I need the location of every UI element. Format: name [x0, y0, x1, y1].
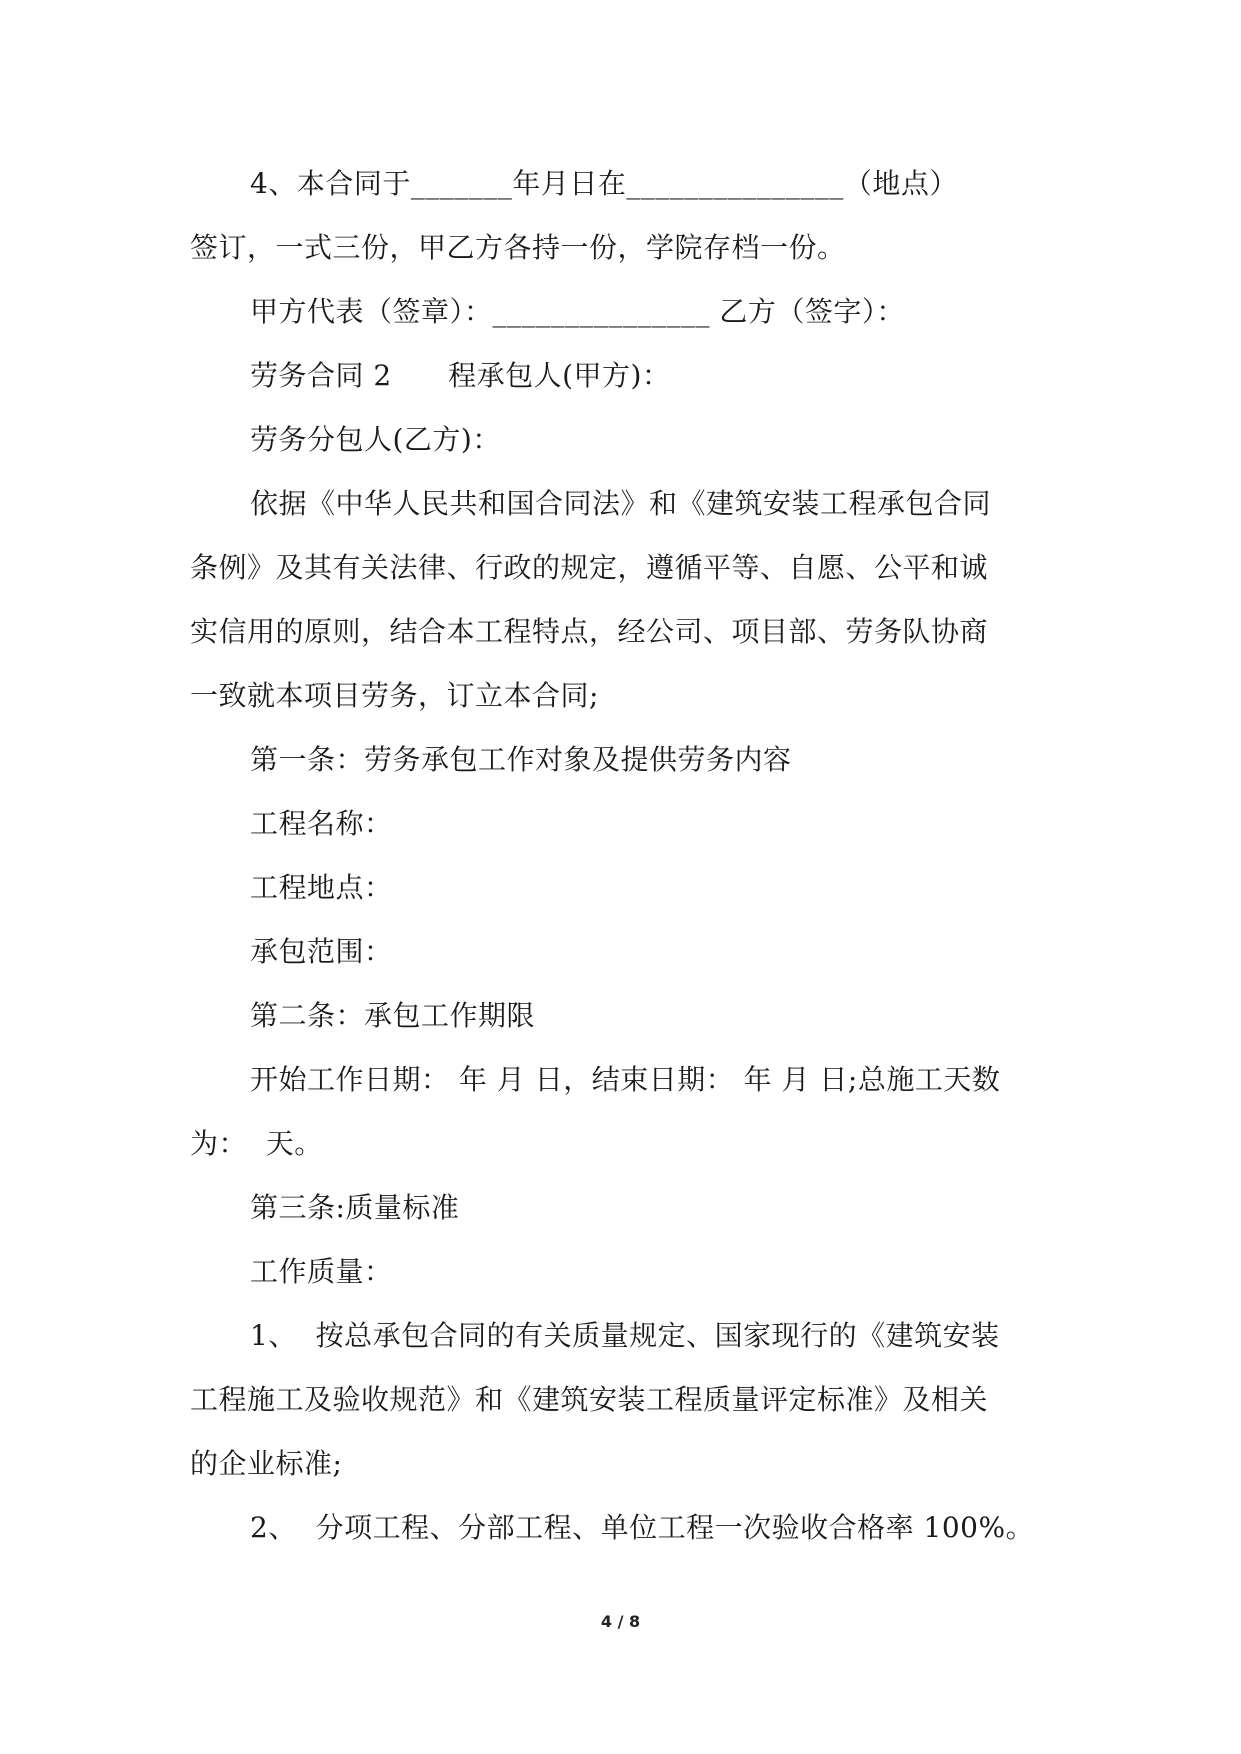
text-line: 条例》及其有关法律、行政的规定，遵循平等、自愿、公平和诚 [190, 551, 989, 584]
text-line: 承包范围： [250, 935, 393, 968]
text-line: 甲方代表（签章）：_______________ 乙方（签字）： [250, 295, 905, 328]
text-line: 工程施工及验收规范》和《建筑安装工程质量评定标准》及相关 [190, 1383, 989, 1416]
text-line: 开始工作日期： 年 月 日，结束日期： 年 月 日;总施工天数 [250, 1063, 1001, 1096]
text-line: 依据《中华人民共和国合同法》和《建筑安装工程承包合同 [250, 487, 992, 520]
text-line: 4、本合同于_______年月日在_______________（地点） [250, 167, 958, 200]
page-number: 4 / 8 [600, 1612, 641, 1631]
text-line: 为： 天。 [190, 1127, 323, 1160]
text-line: 劳务分包人(乙方)： [250, 423, 501, 456]
text-line: 2、 分项工程、分部工程、单位工程一次验收合格率 100%。 [250, 1511, 1035, 1544]
text-line: 工作质量： [250, 1255, 393, 1288]
text-line: 劳务合同 2 程承包人(甲方)： [250, 359, 671, 392]
text-line: 第二条：承包工作期限 [250, 999, 536, 1032]
text-line: 工程名称： [250, 807, 393, 840]
text-line: 签订，一式三份，甲乙方各持一份，学院存档一份。 [190, 231, 846, 264]
text-line: 工程地点： [250, 871, 393, 904]
text-line: 1、 按总承包合同的有关质量规定、国家现行的《建筑安装 [250, 1319, 1000, 1352]
text-line: 一致就本项目劳务，订立本合同; [190, 679, 599, 712]
text-line: 第一条：劳务承包工作对象及提供劳务内容 [250, 743, 792, 776]
text-line: 的企业标准; [190, 1447, 343, 1480]
text-line: 实信用的原则，结合本工程特点，经公司、项目部、劳务队协商 [190, 615, 989, 648]
text-line: 第三条:质量标准 [250, 1191, 460, 1224]
